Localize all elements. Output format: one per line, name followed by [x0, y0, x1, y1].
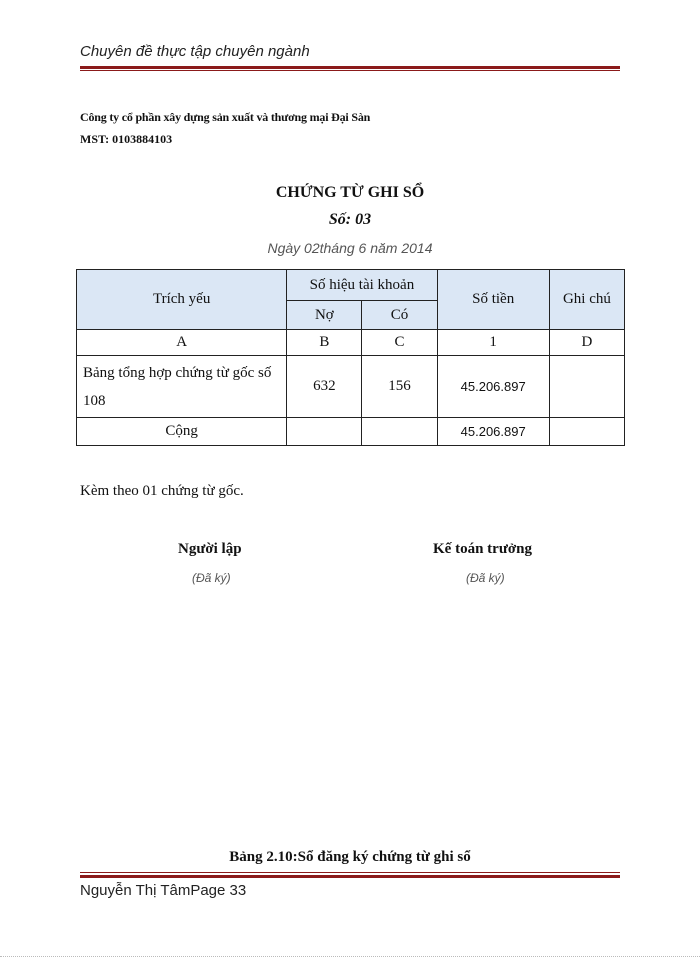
header-account-number: Số hiệu tài khoản	[287, 270, 437, 301]
code-row	[77, 330, 625, 356]
total-row	[77, 418, 625, 446]
company-name: Công ty cổ phần xây dựng sản xuất và thương mại Đại Sàn	[80, 110, 371, 124]
report-header-title: Chuyên đề thực tập chuyên ngành	[80, 43, 310, 60]
code-cell: B	[287, 330, 362, 356]
row-credit: 156	[362, 356, 437, 418]
total-note	[549, 418, 624, 446]
row-note	[549, 356, 624, 418]
footer-rule-thick	[80, 875, 620, 878]
signature-chief-accountant-note: (Đã ký)	[466, 571, 505, 585]
header-debit: Nợ	[287, 301, 362, 330]
total-label: Cộng	[77, 418, 287, 446]
header-credit: Có	[362, 301, 437, 330]
code-cell: D	[549, 330, 624, 356]
total-debit	[287, 418, 362, 446]
footer-rule-thin	[80, 872, 620, 873]
header-description: Trích yếu	[77, 270, 287, 330]
row-description: Bảng tổng hợp chứng từ gốc số 108	[77, 356, 287, 418]
signature-preparer-label: Người lập	[178, 541, 242, 557]
row-debit: 632	[287, 356, 362, 418]
page-bottom-divider	[0, 956, 700, 957]
attachment-note: Kèm theo 01 chứng từ gốc.	[80, 483, 244, 499]
row-amount: 45.206.897	[437, 356, 549, 418]
code-cell: 1	[437, 330, 549, 356]
header-rule-thick	[80, 66, 620, 69]
table-row	[77, 356, 625, 418]
company-tax-id: MST: 0103884103	[80, 132, 173, 146]
header-rule-thin	[80, 70, 620, 71]
document-title: CHỨNG TỪ GHI SỔ	[275, 184, 425, 201]
voucher-table	[76, 269, 625, 446]
total-credit	[362, 418, 437, 446]
table-caption: Bảng 2.10:Sổ đăng ký chứng từ ghi sổ	[229, 849, 471, 865]
document-number: Số: 03	[328, 211, 372, 228]
total-amount: 45.206.897	[437, 418, 549, 446]
code-cell: C	[362, 330, 437, 356]
header-note: Ghi chú	[549, 270, 624, 330]
header-amount: Số tiền	[437, 270, 549, 330]
code-cell: A	[77, 330, 287, 356]
footer-author-page: Nguyễn Thị TâmPage 33	[80, 882, 247, 899]
signature-chief-accountant-label: Kế toán trưởng	[433, 541, 532, 557]
signature-preparer-note: (Đã ký)	[192, 571, 231, 585]
document-date: Ngày 02tháng 6 năm 2014	[267, 240, 433, 256]
